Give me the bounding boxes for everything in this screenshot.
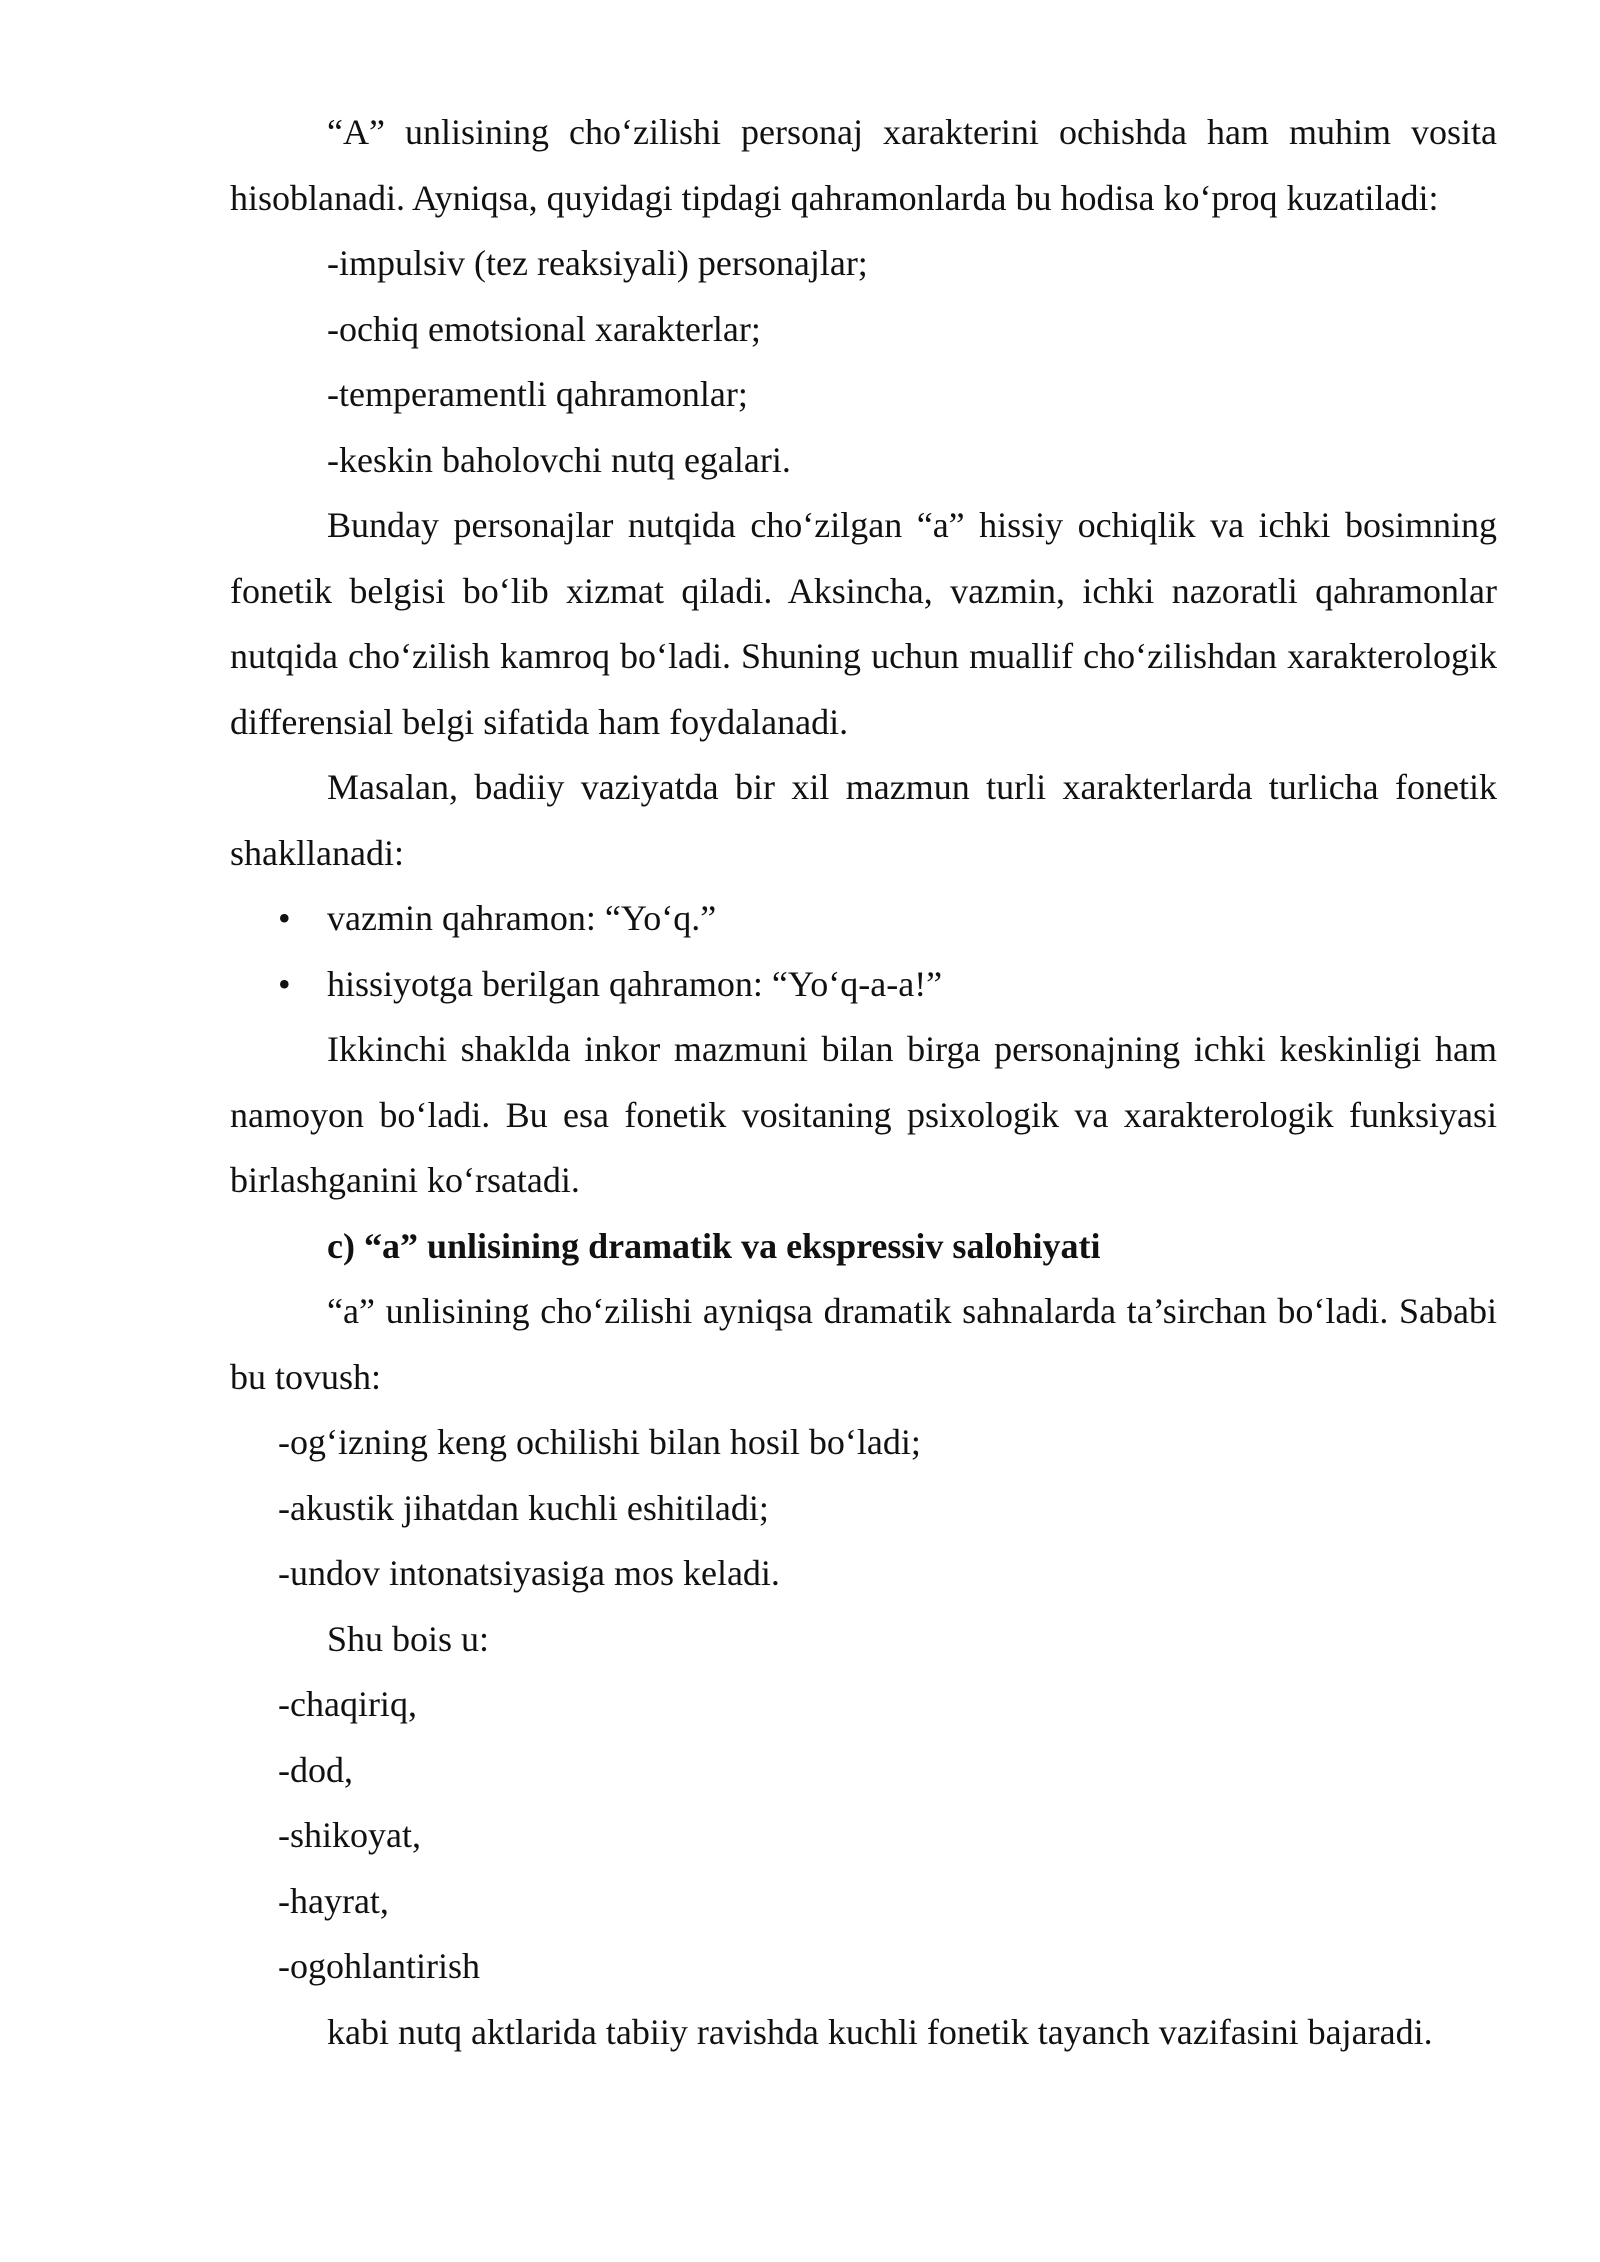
list-item: -ochiq emotsional xarakterlar; bbox=[327, 308, 761, 349]
list-item: -ogohlantirish bbox=[278, 1946, 480, 1986]
bullet-marker: • bbox=[278, 898, 291, 938]
list-item: -og‘izning keng ochilishi bilan hosil bo‘ladi; bbox=[278, 1422, 921, 1462]
paragraph-therefore: Shu bois u: bbox=[327, 1618, 490, 1659]
list-item: -undov intonatsiyasiga mos keladi. bbox=[278, 1553, 780, 1593]
paragraph-intro: “A” unlisining cho‘zilishi personaj xarakterini ochishda ham muhim vosita hisoblanadi. Ayniqsa, quyidagi tipdagi qahramonlarda bu hodisa ko‘proq kuzatiladi: bbox=[230, 112, 1497, 218]
list-item: -chaqiriq, bbox=[278, 1684, 417, 1724]
paragraph-dramatic: “a” unlisining cho‘zilishi ayniqsa dramatik sahnalarda ta’sirchan bo‘ladi. Sababi bu tovush: bbox=[230, 1291, 1497, 1397]
list-item: -keskin baholovchi nutq egalari. bbox=[327, 439, 791, 480]
paragraph-contrast: Bunday personajlar nutqida cho‘zilgan “a” hissiy ochiqlik va ichki bosimning fonetik belgisi bo‘lib xizmat qiladi. Aksincha, vazmin, ichki nazoratli qahramonlar nutqida cho‘zilish kamroq bo‘ladi. Shuning uchun muallif cho‘zilishdan xarakterologik differensial belgi sifatida ham foydalanadi. bbox=[230, 505, 1497, 742]
paragraph-second-form: Ikkinchi shakldа inkor mazmuni bilan birga personajning ichki keskinligi ham namoyon bo‘ladi. Bu esa fonetik vositaning psixologik va xarakterologik funksiyasi birlashganini ko‘rsatadi. bbox=[230, 1029, 1497, 1200]
list-item: -hayrat, bbox=[278, 1880, 389, 1921]
paragraph-conclusion: kabi nutq aktlarida tabiiy ravishda kuchli fonetik tayanch vazifasini bajaradi. bbox=[327, 2011, 1433, 2052]
bullet-item bbox=[230, 952, 1497, 1018]
bullet-item bbox=[230, 886, 1497, 952]
speech-act-list bbox=[230, 1672, 1497, 2000]
list-item: -temperamentli qahramonlar; bbox=[327, 374, 748, 414]
list-item: -akustik jihatdan kuchli eshitiladi; bbox=[278, 1487, 769, 1528]
list-item: -shikoyat, bbox=[278, 1815, 421, 1855]
bullet-text: hissiyotga berilgan qahramon: “Yo‘q-a-a!” bbox=[327, 963, 943, 1004]
list-item: -dod, bbox=[278, 1749, 353, 1790]
example-bullet-list bbox=[230, 886, 1497, 1017]
bullet-marker: • bbox=[278, 963, 291, 1004]
sound-property-list bbox=[230, 1410, 1497, 1607]
paragraph-example: Masalan, badiiy vaziyatda bir xil mazmun turli xarakterlarda turlicha fonetik shakllanadi: bbox=[230, 767, 1497, 873]
bullet-text: vazmin qahramon: “Yo‘q.” bbox=[327, 898, 717, 938]
document-page bbox=[230, 100, 1497, 2065]
section-heading: c) “a” unlisining dramatik va ekspressiv salohiyati bbox=[327, 1225, 1101, 1266]
character-type-list bbox=[230, 231, 1497, 493]
list-item: -impulsiv (tez reaksiyali) personajlar; bbox=[327, 243, 868, 283]
